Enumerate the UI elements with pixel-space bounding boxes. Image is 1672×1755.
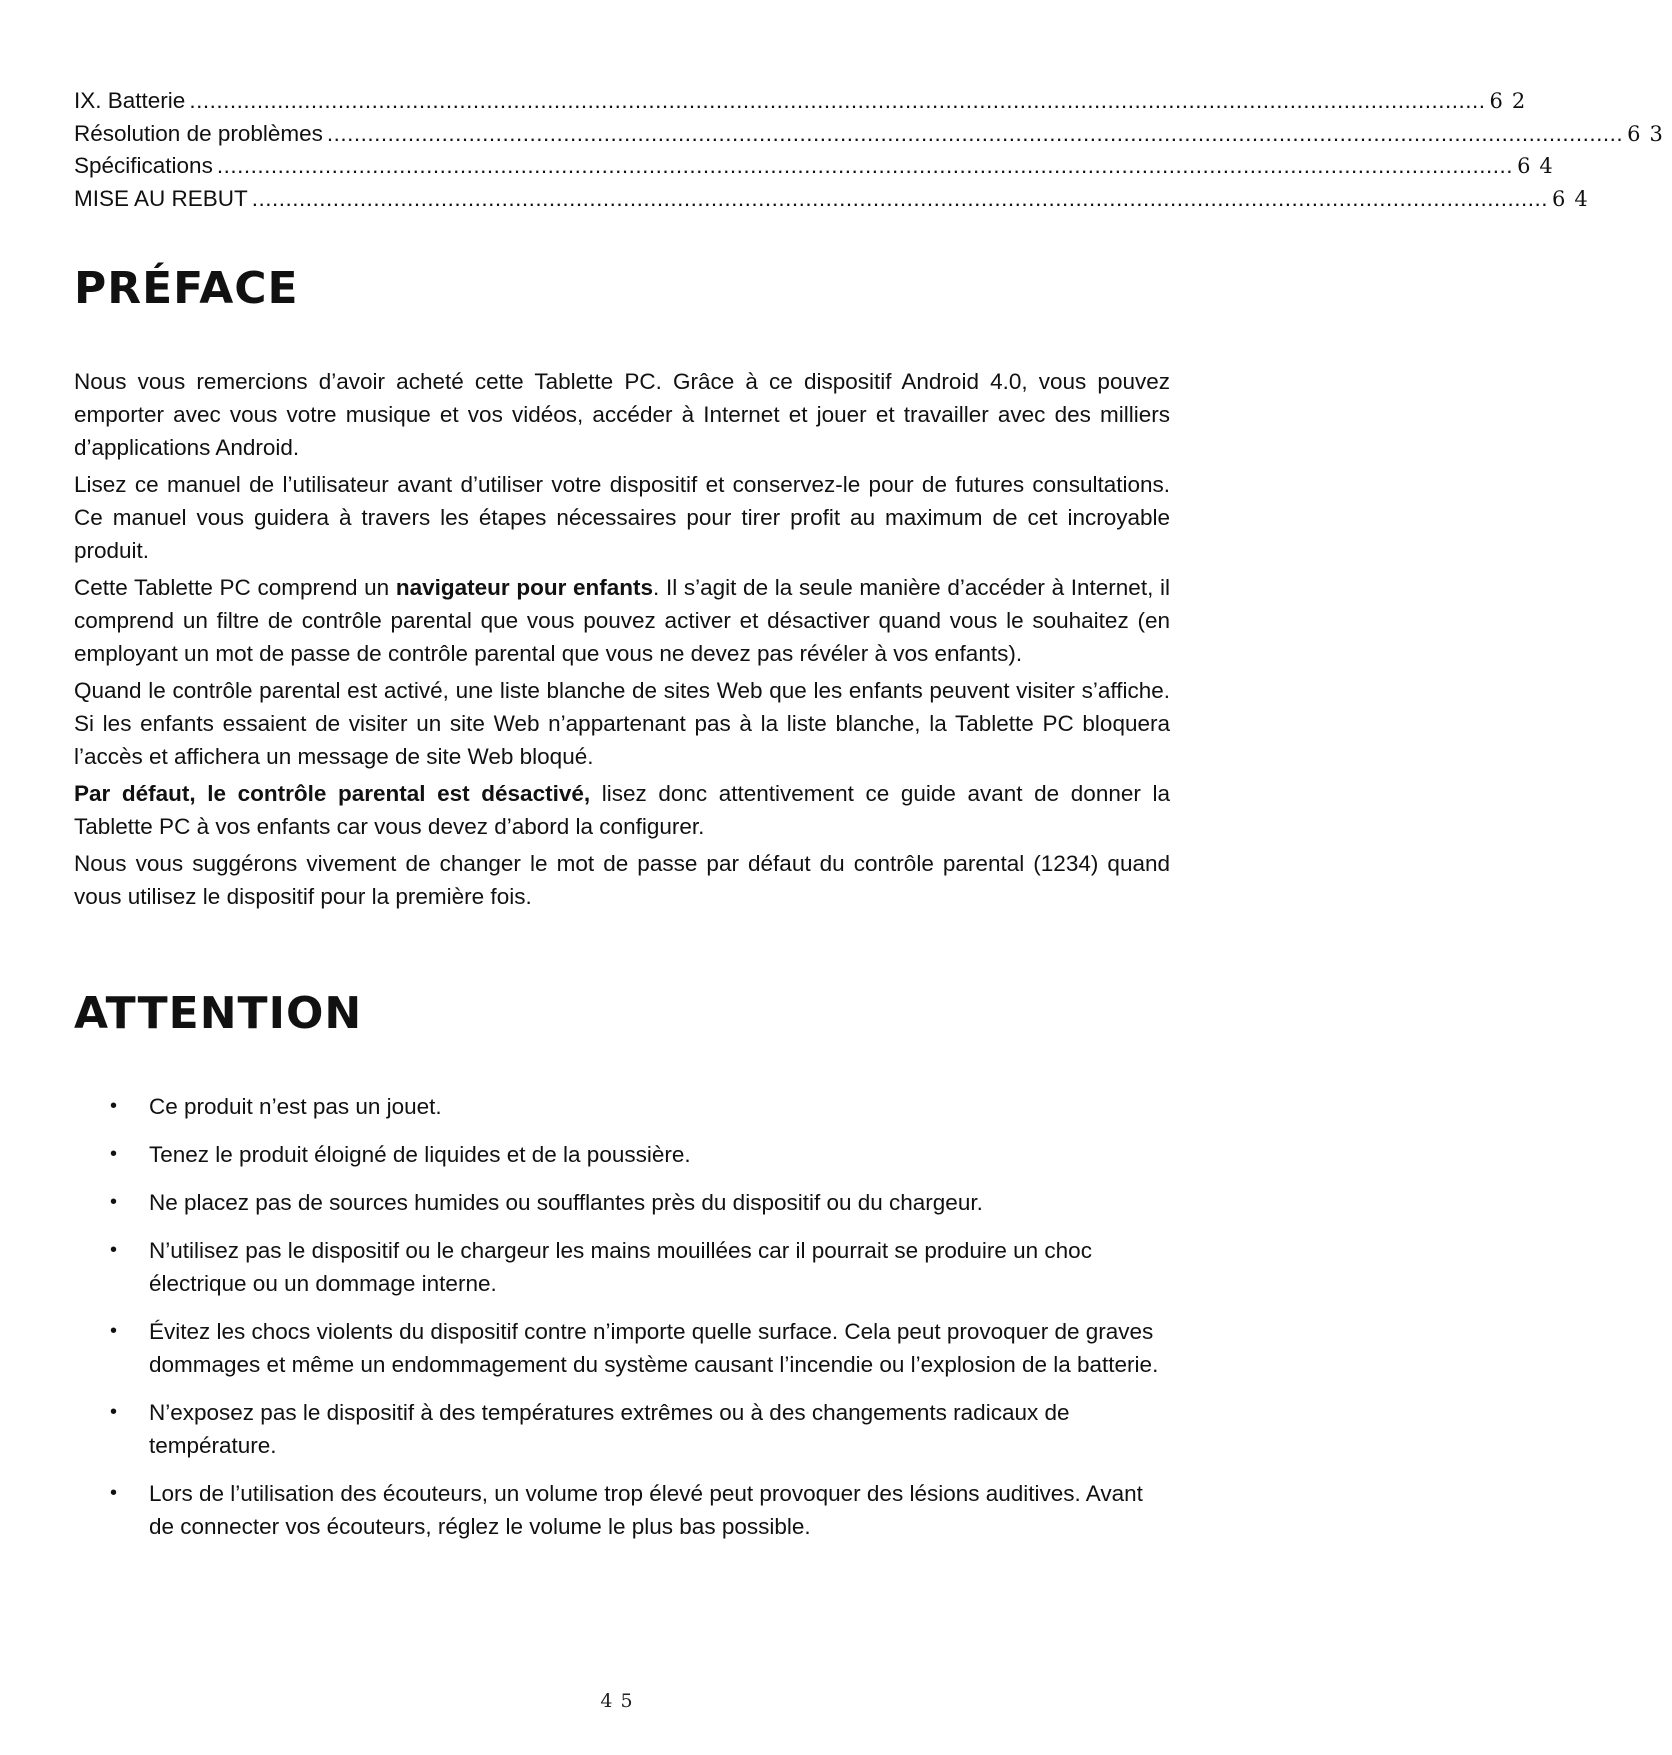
preface-text: Cette Tablette PC comprend un <box>74 575 396 600</box>
preface-bold-text: Par défaut, le contrôle parental est désactivé, <box>74 781 591 806</box>
preface-text: lisez donc attentivement ce guide avant de donner la Tablette PC à vos enfants car vous devez d’abord la configurer. <box>74 781 1170 839</box>
list-item-text: Tenez le produit éloigné de liquides et de la poussière. <box>149 1142 691 1167</box>
preface-paragraph: Nous vous remercions d’avoir acheté cette Tablette PC. Grâce à ce dispositif Android 4.0, vous pouvez emporter avec vous votre musique et vos vidéos, accéder à Internet et jouer et travailler avec des milliers d’applications Android. <box>74 369 1170 460</box>
toc-entry-label: Résolution de problèmes <box>74 120 323 146</box>
toc-entry-label: Spécifications <box>74 153 213 178</box>
toc-entry[interactable] <box>74 88 1535 121</box>
bullet-icon: • <box>110 1191 118 1213</box>
toc-entry[interactable] <box>74 153 1562 186</box>
table-of-contents <box>74 88 1672 218</box>
attention-list <box>74 1090 1170 1558</box>
preface-paragraph <box>74 777 1170 843</box>
list-item-text: Ce produit n’est pas un jouet. <box>149 1094 442 1119</box>
attention-heading: ATTENTION <box>74 988 363 1039</box>
preface-paragraph: Lisez ce manuel de l’utilisateur avant d’utiliser votre dispositif et conservez-le pour de futures consultations. Ce manuel vous guidera à travers les étapes nécessaires pour tirer profit au maximum de cet incroyable produit. <box>74 472 1170 563</box>
toc-leader-dots: ................................................................................................................................................................................................ <box>326 120 1624 146</box>
list-item-text: Évitez les chocs violents du dispositif contre n’importe quelle surface. Cela peut provoquer de graves dommages et même un endommagement du système causant l’incendie ou l’explosion de la batterie. <box>149 1319 1159 1377</box>
list-item-text: N’exposez pas le dispositif à des températures extrêmes ou à des changements radicaux de température. <box>149 1400 1070 1458</box>
list-item <box>74 1090 1170 1123</box>
list-item <box>74 1186 1170 1219</box>
list-item-text: N’utilisez pas le dispositif ou le chargeur les mains mouillées car il pourrait se produire un choc électrique ou un dommage interne. <box>149 1238 1092 1296</box>
preface-paragraph: Quand le contrôle parental est activé, une liste blanche de sites Web que les enfants peuvent visiter s’affiche. Si les enfants essaient de visiter un site Web n’appartenant pas à la liste blanche, la Tablette PC bloquera l’accès et affichera un message de site Web bloqué. <box>74 678 1170 769</box>
list-item <box>74 1315 1170 1381</box>
preface-text: . Il s’agit de la seule manière d’accéder à Internet, il comprend un filtre de contrôle parental que vous pouvez activer et désactiver quand vous le souhaitez (en employant un mot de passe de contrôle parental que vous ne devez pas révéler à vos enfants). <box>74 575 1170 666</box>
toc-leader-dots: ................................................................................................................................................................................................ <box>216 153 1514 178</box>
bullet-icon: • <box>110 1320 118 1342</box>
toc-entry-label: IX. Batterie <box>74 88 186 113</box>
toc-entry-page: 64 <box>1552 186 1597 211</box>
toc-leader-dots: ................................................................................................................................................................................................ <box>251 185 1549 211</box>
toc-entry[interactable] <box>74 185 1597 219</box>
bullet-icon: • <box>110 1482 118 1504</box>
page-number: 45 <box>600 1690 641 1712</box>
bullet-icon: • <box>110 1401 118 1423</box>
preface-heading: PRÉFACE <box>74 263 299 314</box>
list-item <box>74 1396 1170 1462</box>
toc-leader-dots: ................................................................................................................................................................................................ <box>189 88 1486 113</box>
toc-entry-page: 64 <box>1517 154 1562 178</box>
preface-paragraph <box>74 571 1170 670</box>
bullet-icon: • <box>110 1143 118 1165</box>
toc-entry[interactable] <box>74 120 1672 154</box>
preface-bold-text: navigateur pour enfants <box>395 575 654 600</box>
list-item <box>74 1477 1170 1543</box>
preface-paragraph: Nous vous suggérons vivement de changer le mot de passe par défaut du contrôle parental (1234) quand vous utilisez le dispositif pour la première fois. <box>74 851 1170 909</box>
bullet-icon: • <box>110 1239 118 1261</box>
preface-body <box>74 365 1170 917</box>
toc-entry-page: 63 <box>1627 121 1672 146</box>
bullet-icon: • <box>110 1095 118 1117</box>
list-item-text: Ne placez pas de sources humides ou soufflantes près du dispositif ou du chargeur. <box>149 1190 983 1215</box>
list-item-text: Lors de l’utilisation des écouteurs, un volume trop élevé peut provoquer des lésions auditives. Avant de connecter vos écouteurs, réglez le volume le plus bas possible. <box>149 1481 1143 1539</box>
list-item <box>74 1234 1170 1300</box>
list-item <box>74 1138 1170 1171</box>
toc-entry-page: 62 <box>1489 89 1535 113</box>
toc-entry-label: MISE AU REBUT <box>74 185 248 211</box>
